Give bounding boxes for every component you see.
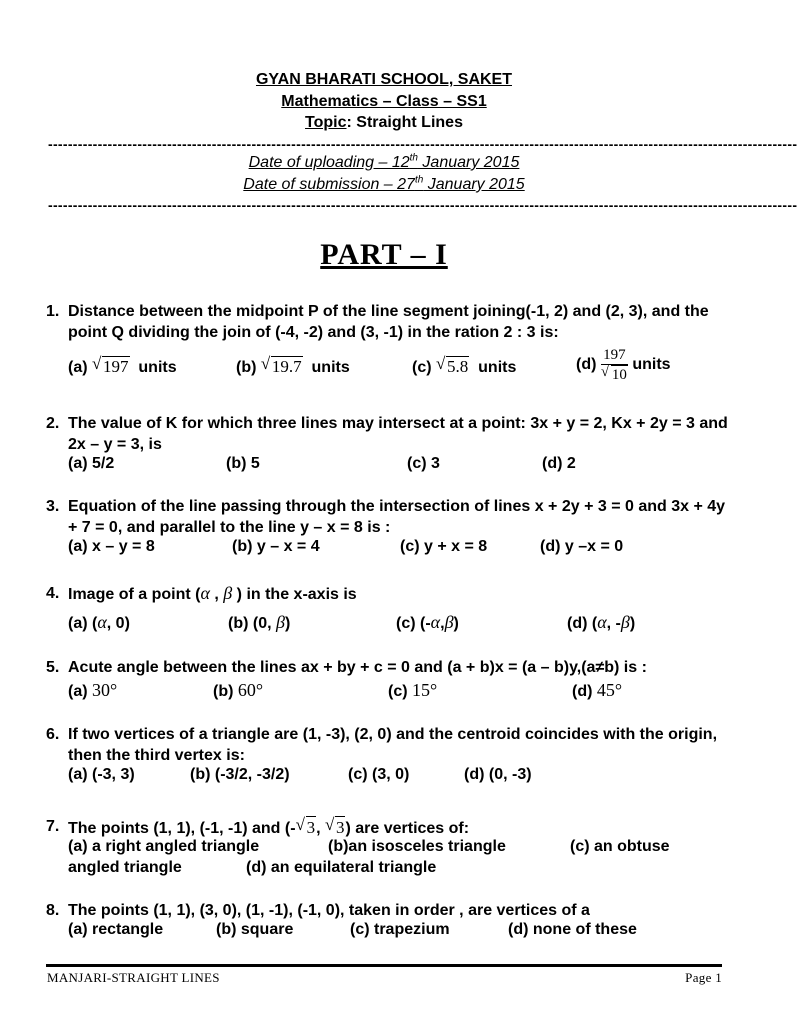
q7-option-b: (b)an isosceles triangle (328, 838, 506, 855)
upload-sup: th (409, 152, 418, 164)
dashed-divider-top: ------------------------------------------------------------------------------------------------------------------------------------------------------- (48, 136, 797, 152)
q1-option-b: (b) √ 19.7 units (236, 354, 350, 376)
beta-symbol: β (223, 583, 233, 603)
question-number: 8. (46, 902, 60, 919)
q6-option-d: (d) (0, -3) (464, 766, 532, 783)
submit-label: Date of submission – 27 (243, 176, 415, 193)
sqrt-symbol: √ 197 (92, 354, 129, 376)
question-text: Image of a point (α , β ) in the x-axis is (68, 583, 357, 603)
q3-option-d: (d) y –x = 0 (540, 538, 624, 555)
subject-text: Mathematics – Class – SS1 (281, 93, 487, 110)
question-2 (46, 413, 736, 457)
submit-rest: January 2015 (423, 176, 525, 193)
q6-option-b: (b) (-3/2, -3/2) (190, 766, 290, 783)
q8-option-c: (c) trapezium (350, 921, 450, 938)
q4-option-b: (b) (0, β) (228, 612, 291, 632)
q7-option-c-continued: angled triangle (68, 859, 182, 876)
page-number: Page 1 (685, 970, 722, 985)
alpha-symbol: α (200, 583, 210, 603)
alpha-symbol: α (430, 612, 441, 632)
q2-option-b: (b) 5 (226, 455, 260, 472)
q8-option-a: (a) rectangle (68, 921, 164, 938)
question-text: The points (1, 1), (-1, -1) and (- √ 3, √ 3) are vertices of: (68, 815, 470, 837)
subject-line (0, 92, 768, 112)
question-number: 1. (46, 303, 60, 320)
sqrt-symbol: √ 3 (324, 815, 345, 837)
question-number: 5. (46, 659, 60, 676)
question-5 (46, 657, 736, 681)
footer-rule (46, 964, 722, 967)
upload-label: Date of uploading – 12 (248, 154, 410, 171)
sqrt-symbol: √ 19.7 (260, 354, 302, 376)
sqrt-symbol: √ 5.8 (436, 354, 469, 376)
q2-option-c: (c) 3 (407, 455, 440, 472)
question-number: 4. (46, 585, 60, 602)
question-number: 7. (46, 818, 60, 835)
q5-option-d: (d) 45° (572, 680, 623, 700)
question-text: Distance between the midpoint P of the line segment joining(-1, 2) and (2, 3), and the point Q dividing the join of (-4, -2) and (3, -1) in the ration 2 : 3 is: (68, 303, 709, 341)
question-4 (46, 583, 736, 607)
question-number: 6. (46, 726, 60, 743)
submission-date (0, 175, 768, 195)
school-name: GYAN BHARATI SCHOOL, SAKET (255, 71, 512, 88)
q6-option-a: (a) (-3, 3) (68, 766, 135, 783)
question-text: If two vertices of a triangle are (1, -3), (2, 0) and the centroid coincides with the origin, then the third vertex is: (68, 726, 718, 764)
beta-symbol: β (620, 612, 630, 632)
q3-option-a: (a) x – y = 8 (68, 538, 155, 555)
q7-option-a: (a) a right angled triangle (68, 838, 260, 855)
q3-option-c: (c) y + x = 8 (400, 538, 488, 555)
beta-symbol: β (276, 612, 285, 632)
q7-option-c: (c) an obtuse (570, 838, 670, 855)
question-text: Equation of the line passing through the intersection of lines x + 2y + 3 = 0 and 3x + 4y + 7 = 0, and parallel to the line y – x = 8 is : (68, 498, 726, 536)
q2-option-d: (d) 2 (542, 455, 576, 472)
topic-line (0, 113, 768, 133)
question-6 (46, 724, 736, 768)
q4-option-c: (c) (-α,β) (396, 612, 459, 632)
q7-option-d: (d) an equilateral triangle (246, 859, 437, 876)
upload-date (0, 153, 768, 173)
q4-option-d: (d) (α, -β) (567, 612, 636, 632)
q8-option-b: (b) square (216, 921, 294, 938)
q2-option-a: (a) 5/2 (68, 455, 115, 472)
q1-option-d: (d) 197 √ 10 units (576, 347, 671, 383)
q6-option-c: (c) (3, 0) (348, 766, 410, 783)
question-text: The value of K for which three lines may intersect at a point: 3x + y = 2, Kx + 2y = 3 and 2x – y = 3, is (68, 415, 728, 453)
upload-rest: January 2015 (417, 154, 520, 171)
q4-option-a: (a) (α, 0) (68, 612, 130, 632)
question-text: The points (1, 1), (3, 0), (1, -1), (-1, 0), taken in order , are vertices of a (68, 902, 590, 919)
alpha-symbol: α (597, 612, 607, 632)
q5-option-b: (b) 60° (213, 680, 264, 700)
q8-option-d: (d) none of these (508, 921, 637, 938)
fraction: 197 √ 10 (600, 347, 627, 383)
dashed-divider-bottom: ------------------------------------------------------------------------------------------------------------------------------------------------------- (48, 197, 797, 213)
question-number: 2. (46, 415, 60, 432)
alpha-symbol: α (97, 612, 107, 632)
question-3 (46, 496, 736, 540)
part-title: PART – I (320, 238, 448, 271)
sqrt-symbol: √ 3 (295, 815, 316, 837)
submit-sup: th (414, 174, 424, 186)
q1-option-c: (c) √ 5.8 units (412, 354, 517, 376)
topic-value: : Straight Lines (346, 114, 463, 131)
question-number: 3. (46, 498, 60, 515)
q1-option-a: (a) √ 197 units (68, 354, 177, 376)
q5-option-c: (c) 15° (388, 680, 438, 700)
beta-symbol: β (444, 612, 454, 632)
question-7 (46, 816, 736, 840)
q3-option-b: (b) y – x = 4 (232, 538, 320, 555)
topic-label: Topic (305, 114, 347, 131)
q5-option-a: (a) 30° (68, 680, 118, 700)
question-text: Acute angle between the lines ax + by + c = 0 and (a + b)x = (a – b)y,(a≠b) is : (68, 659, 647, 676)
footer-left: MANJARI-STRAIGHT LINES (47, 970, 220, 985)
